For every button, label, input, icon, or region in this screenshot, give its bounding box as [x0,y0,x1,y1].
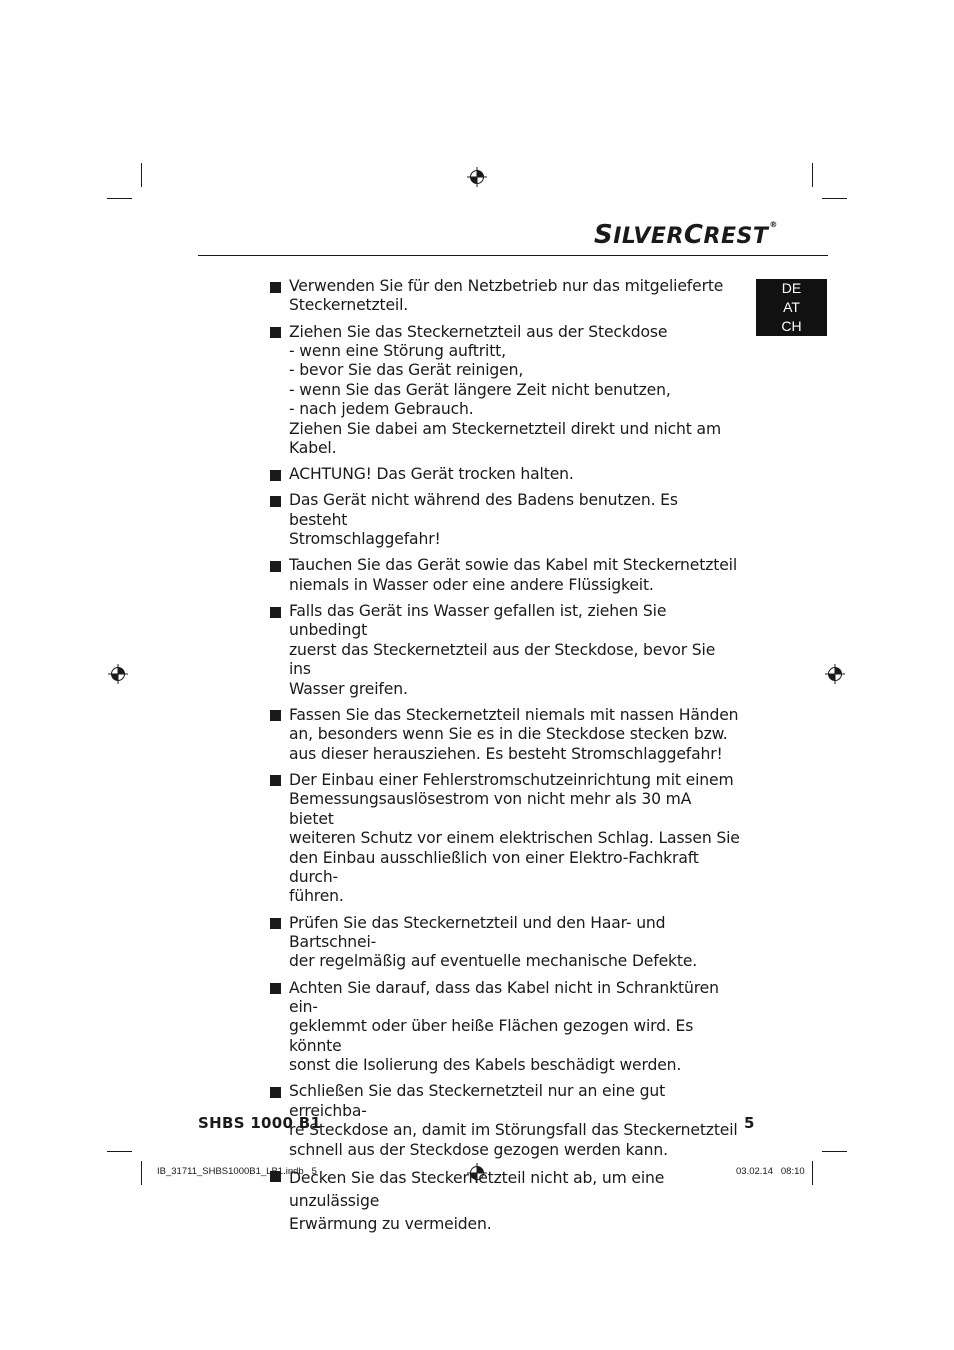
square-bullet-icon [270,1087,281,1098]
print-slug-date: 03.02.14 08:10 [736,1166,805,1177]
list-item-text: ACHTUNG! Das Gerät trocken halten. [289,465,574,484]
safety-instructions-list [270,277,740,1243]
square-bullet-icon [270,282,281,293]
crop-mark [141,163,142,187]
list-item-text: Der Einbau einer Fehlerstromschutzeinrichtung mit einem Bemessungsauslösestrom von nicht mehr als 30 mA bietet weiteren Schutz vor einem elektrischen Schlag. Lassen Sie den Einbau ausschließlich von einer Elektro-Fachkraft durch- führen. [289,770,740,906]
list-item-text: Decken Sie das Steckernetzteil nicht ab, um eine unzulässige Erwärmung zu vermeiden. [289,1168,665,1233]
list-item [270,491,740,549]
crop-mark [822,198,847,199]
page-number: 5 [744,1114,755,1132]
list-item-text: Fassen Sie das Steckernetzteil niemals mit nassen Händen an, besonders wenn Sie es in die Steckdose stecken bzw. aus dieser herausziehen. Es besteht Stromschlaggefahr! [289,705,739,763]
list-item [270,277,740,316]
list-item-text: Verwenden Sie für den Netzbetrieb nur das mitgelieferte Steckernetzteil. [289,277,724,315]
silvercrest-logo: SILVERCREST® [594,220,778,250]
crop-mark [822,1151,847,1152]
language-tab: AT [783,299,800,315]
square-bullet-icon [270,327,281,338]
crop-mark [812,1161,813,1185]
registration-mark-icon [108,664,128,684]
header-rule [198,255,828,256]
square-bullet-icon [270,918,281,929]
square-bullet-icon [270,607,281,618]
list-item-text: Achten Sie darauf, dass das Kabel nicht in Schranktüren ein- geklemmt oder über heiße Flächen gezogen wird. Es könnte sonst die Isolierung des Kabels beschädigt werden. [289,978,719,1075]
language-tab: DE [781,280,802,296]
square-bullet-icon [270,983,281,994]
list-item-text: Tauchen Sie das Gerät sowie das Kabel mit Steckernetzteil niemals in Wasser oder eine andere Flüssigkeit. [289,556,738,594]
square-bullet-icon [270,470,281,481]
registration-mark-icon [467,167,487,187]
crop-mark [107,198,132,199]
list-item [270,556,740,595]
square-bullet-icon [270,561,281,572]
list-item [270,465,740,484]
list-item [270,771,740,907]
list-item-text: Prüfen Sie das Steckernetzteil und den Haar- und Bartschnei- der regelmäßig auf eventuelle mechanische Defekte. [289,913,698,971]
list-item-text: Schließen Sie das Steckernetzteil nur an eine gut erreichba- re Steckdose an, damit im Störungsfall das Steckernetzteil schnell aus der Steckdose gezogen werden kann. [289,1082,738,1159]
crop-mark [812,163,813,187]
list-item-text: Ziehen Sie das Steckernetzteil aus der Steckdose - wenn eine Störung auftritt, - bevor Sie das Gerät reinigen, - wenn Sie das Gerät längere Zeit nicht benutzen, - nach jedem Gebrauch. Ziehen Sie dabei am Steckernetzteil direkt und nicht am Kabel. [289,322,721,458]
list-item [270,1082,740,1160]
list-item-text: Das Gerät nicht während des Badens benutzen. Es besteht Stromschlaggefahr! [289,491,678,549]
model-number: SHBS 1000 B1 [198,1114,322,1132]
list-item [270,1167,740,1236]
square-bullet-icon [270,775,281,786]
list-item-text: Falls das Gerät ins Wasser gefallen ist, ziehen Sie unbedingt zuerst das Steckernetzteil aus der Steckdose, bevor Sie ins Wasser greifen. [289,602,716,698]
list-item [270,914,740,972]
list-item [270,706,740,764]
square-bullet-icon [270,710,281,721]
crop-mark [141,1161,142,1185]
list-item [270,323,740,459]
list-item [270,602,740,699]
square-bullet-icon [270,496,281,507]
language-tab-box [756,279,827,336]
print-slug-file: IB_31711_SHBS1000B1_LB1.indb 5 [157,1166,317,1177]
language-tab: CH [781,318,802,334]
crop-mark [107,1151,132,1152]
list-item [270,979,740,1076]
registration-mark-icon [825,664,845,684]
